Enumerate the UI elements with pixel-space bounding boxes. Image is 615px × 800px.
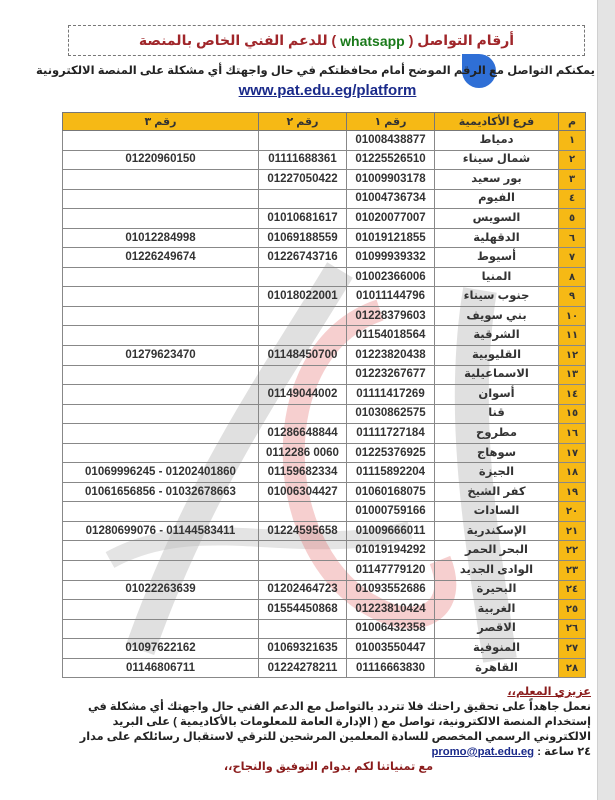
phone-3 xyxy=(63,600,259,620)
phone-1: 01020077007 xyxy=(347,209,435,229)
phone-3 xyxy=(63,502,259,522)
table-header-row xyxy=(63,113,586,131)
phone-2: 01224595658 xyxy=(259,521,347,541)
phone-1: 01111417269 xyxy=(347,385,435,405)
phone-3: 01012284998 xyxy=(63,228,259,248)
branch-name: الجيزة xyxy=(435,463,559,483)
branch-name: البحر الحمر xyxy=(435,541,559,561)
row-index: ٢٠ xyxy=(559,502,586,522)
phone-2 xyxy=(259,326,347,346)
table-row xyxy=(63,209,586,229)
row-index: ١١ xyxy=(559,326,586,346)
row-index: ١٠ xyxy=(559,306,586,326)
header-index: م xyxy=(559,113,586,131)
row-index: ١٣ xyxy=(559,365,586,385)
phone-3 xyxy=(63,326,259,346)
phone-2 xyxy=(259,619,347,639)
branch-name: الاسماعيلية xyxy=(435,365,559,385)
footer-greeting: عزيزي المعلم،، xyxy=(507,686,591,698)
branch-name: البحيرة xyxy=(435,580,559,600)
table-row xyxy=(63,502,586,522)
phone-3 xyxy=(63,424,259,444)
row-index: ١٦ xyxy=(559,424,586,444)
phone-1: 01002366006 xyxy=(347,267,435,287)
phone-2 xyxy=(259,404,347,424)
table-row xyxy=(63,600,586,620)
branch-name: بور سعيد xyxy=(435,170,559,190)
phone-3 xyxy=(63,404,259,424)
title-part-2: ) للدعم الفني الخاص بالمنصة xyxy=(138,32,337,48)
table-row xyxy=(63,639,586,659)
phone-3 xyxy=(63,385,259,405)
phone-1: 01111727184 xyxy=(347,424,435,444)
phone-3: 01280699076 - 01144583411 xyxy=(63,521,259,541)
table-row xyxy=(63,443,586,463)
table-row xyxy=(63,131,586,151)
row-index: ٢ xyxy=(559,150,586,170)
phone-2 xyxy=(259,365,347,385)
table-row xyxy=(63,189,586,209)
row-index: ٢٨ xyxy=(559,658,586,678)
phone-1: 01009666011 xyxy=(347,521,435,541)
phone-3 xyxy=(63,541,259,561)
branch-name: سوهاج xyxy=(435,443,559,463)
table-row xyxy=(63,561,586,581)
row-index: ٢٦ xyxy=(559,619,586,639)
phone-1: 01060168075 xyxy=(347,482,435,502)
phone-2: 0112286 0060 xyxy=(259,443,347,463)
phone-1: 01099939332 xyxy=(347,248,435,268)
phone-2: 01159682334 xyxy=(259,463,347,483)
phone-1: 01228379603 xyxy=(347,306,435,326)
phone-3 xyxy=(63,619,259,639)
table-row xyxy=(63,521,586,541)
row-index: ٢٢ xyxy=(559,541,586,561)
table-row xyxy=(63,619,586,639)
phone-2: 01227050422 xyxy=(259,170,347,190)
phone-1: 01008438877 xyxy=(347,131,435,151)
table-row xyxy=(63,404,586,424)
phone-3: 01279623470 xyxy=(63,346,259,366)
phone-3: 01022263639 xyxy=(63,580,259,600)
branch-name: قنا xyxy=(435,404,559,424)
phone-1: 01225376925 xyxy=(347,443,435,463)
branch-name: الغربية xyxy=(435,600,559,620)
phone-2 xyxy=(259,267,347,287)
table-row xyxy=(63,580,586,600)
footer-body: نعمل جاهداً على تحقيق راحتك فلا تتردد بالتواصل مع الدعم الفني حال واجهتك أي مشكلة في إستخدام المنصة الالكترونية، تواصل مع ( الإدارة العامة للمعلومات بالأكاديمية ) على البريد الالكتروني الرسمي المخصص للسادة المعلمين المرشحين للترقي لاستقبال رسائلكم على مدار ٢٤ ساعة : xyxy=(79,701,591,758)
row-index: ٢١ xyxy=(559,521,586,541)
phone-1: 01019194292 xyxy=(347,541,435,561)
row-index: ٥ xyxy=(559,209,586,229)
table-row xyxy=(63,150,586,170)
header-phone-3: رقم ٣ xyxy=(63,113,259,131)
phone-2 xyxy=(259,131,347,151)
phone-3 xyxy=(63,267,259,287)
phone-1: 01223810424 xyxy=(347,600,435,620)
support-email-link[interactable]: promo@pat.edu.eg xyxy=(431,746,535,758)
branch-name: جنوب سيناء xyxy=(435,287,559,307)
phone-3: 01069996245 - 01202401860 xyxy=(63,463,259,483)
phone-1: 01019121855 xyxy=(347,228,435,248)
phone-2: 01149044002 xyxy=(259,385,347,405)
table-row xyxy=(63,306,586,326)
side-scrollbar-strip xyxy=(597,0,615,800)
branch-name: الدقهلية xyxy=(435,228,559,248)
phone-2: 01202464723 xyxy=(259,580,347,600)
phone-2: 01148450700 xyxy=(259,346,347,366)
table-row xyxy=(63,326,586,346)
phone-3 xyxy=(63,365,259,385)
phone-2: 01286648844 xyxy=(259,424,347,444)
contacts-table xyxy=(62,112,586,678)
row-index: ٢٥ xyxy=(559,600,586,620)
row-index: ٨ xyxy=(559,267,586,287)
phone-3 xyxy=(63,287,259,307)
phone-1: 01225526510 xyxy=(347,150,435,170)
header-phone-1: رقم ١ xyxy=(347,113,435,131)
phone-3: 01061656856 - 01032678663 xyxy=(63,482,259,502)
phone-2 xyxy=(259,502,347,522)
phone-2: 01006304427 xyxy=(259,482,347,502)
row-index: ١٤ xyxy=(559,385,586,405)
row-index: ١٧ xyxy=(559,443,586,463)
branch-name: الإسكندرية xyxy=(435,521,559,541)
row-index: ١٢ xyxy=(559,346,586,366)
phone-3: 01226249674 xyxy=(63,248,259,268)
phone-2: 01069321635 xyxy=(259,639,347,659)
row-index: ١ xyxy=(559,131,586,151)
row-index: ١٥ xyxy=(559,404,586,424)
row-index: ٢٧ xyxy=(559,639,586,659)
phone-3 xyxy=(63,131,259,151)
phone-2 xyxy=(259,561,347,581)
phone-1: 01004736734 xyxy=(347,189,435,209)
title-part-1: أرقام التواصل ( xyxy=(408,32,515,48)
phone-2 xyxy=(259,541,347,561)
row-index: ٣ xyxy=(559,170,586,190)
phone-3 xyxy=(63,189,259,209)
header-branch: فرع الأكاديمية xyxy=(435,113,559,131)
table-row xyxy=(63,482,586,502)
branch-name: شمال سيناء xyxy=(435,150,559,170)
phone-3: 01220960150 xyxy=(63,150,259,170)
table-row xyxy=(63,248,586,268)
phone-2: 01226743716 xyxy=(259,248,347,268)
table-row xyxy=(63,541,586,561)
phone-2: 01010681617 xyxy=(259,209,347,229)
phone-3 xyxy=(63,561,259,581)
footer-closing: مع تمنياتنا لكم بدوام التوفيق والنجاح،، xyxy=(223,761,434,773)
branch-name: الاقصر xyxy=(435,619,559,639)
branch-name: مطروح xyxy=(435,424,559,444)
phone-1: 01000759166 xyxy=(347,502,435,522)
platform-link[interactable]: www.pat.edu.eg/platform xyxy=(238,82,417,99)
page-title-box xyxy=(68,25,585,56)
table-row xyxy=(63,346,586,366)
branch-name: المنيا xyxy=(435,267,559,287)
phone-2: 01018022001 xyxy=(259,287,347,307)
table-row xyxy=(63,658,586,678)
phone-3 xyxy=(63,443,259,463)
branch-name: الشرقية xyxy=(435,326,559,346)
phone-2 xyxy=(259,189,347,209)
row-index: ١٩ xyxy=(559,482,586,502)
table-row xyxy=(63,424,586,444)
table-row xyxy=(63,267,586,287)
branch-name: السادات xyxy=(435,502,559,522)
branch-name: القليوبية xyxy=(435,346,559,366)
phone-1: 01147779120 xyxy=(347,561,435,581)
phone-1: 01154018564 xyxy=(347,326,435,346)
table-row xyxy=(63,365,586,385)
phone-3 xyxy=(63,209,259,229)
branch-name: الفيوم xyxy=(435,189,559,209)
branch-name: المنوفية xyxy=(435,639,559,659)
phone-3 xyxy=(63,170,259,190)
phone-1: 01115892204 xyxy=(347,463,435,483)
phone-3: 01097622162 xyxy=(63,639,259,659)
phone-1: 01093552686 xyxy=(347,580,435,600)
phone-2: 01224278211 xyxy=(259,658,347,678)
phone-1: 01116663830 xyxy=(347,658,435,678)
branch-name: دمياط xyxy=(435,131,559,151)
row-index: ١٨ xyxy=(559,463,586,483)
branch-name: بني سويف xyxy=(435,306,559,326)
table-row xyxy=(63,170,586,190)
phone-2: 01554450868 xyxy=(259,600,347,620)
phone-3 xyxy=(63,306,259,326)
branch-name: القاهرة xyxy=(435,658,559,678)
phone-1: 01011144796 xyxy=(347,287,435,307)
row-index: ٢٣ xyxy=(559,561,586,581)
branch-name: الوادى الجديد xyxy=(435,561,559,581)
row-index: ٦ xyxy=(559,228,586,248)
row-index: ٤ xyxy=(559,189,586,209)
subtitle: يمكنكم التواصل مع الرقم الموضح أمام محافظتكم في حال واجهتك أي مشكلة على المنصة الالكترونية xyxy=(36,65,595,77)
table-row xyxy=(63,463,586,483)
title-whatsapp: whatsapp xyxy=(340,32,405,49)
phone-2: 01069188559 xyxy=(259,228,347,248)
row-index: ٢٤ xyxy=(559,580,586,600)
phone-1: 01003550447 xyxy=(347,639,435,659)
phone-3: 01146806711 xyxy=(63,658,259,678)
phone-1: 01009903178 xyxy=(347,170,435,190)
table-row xyxy=(63,385,586,405)
branch-name: السويس xyxy=(435,209,559,229)
phone-1: 01223820438 xyxy=(347,346,435,366)
row-index: ٩ xyxy=(559,287,586,307)
phone-2 xyxy=(259,306,347,326)
phone-1: 01006432358 xyxy=(347,619,435,639)
branch-name: أسوان xyxy=(435,385,559,405)
row-index: ٧ xyxy=(559,248,586,268)
phone-1: 01030862575 xyxy=(347,404,435,424)
branch-name: كفر الشيخ xyxy=(435,482,559,502)
header-phone-2: رقم ٢ xyxy=(259,113,347,131)
phone-2: 01111688361 xyxy=(259,150,347,170)
table-row xyxy=(63,228,586,248)
phone-1: 01223267677 xyxy=(347,365,435,385)
table-row xyxy=(63,287,586,307)
branch-name: أسيوط xyxy=(435,248,559,268)
footer-note xyxy=(66,685,591,775)
